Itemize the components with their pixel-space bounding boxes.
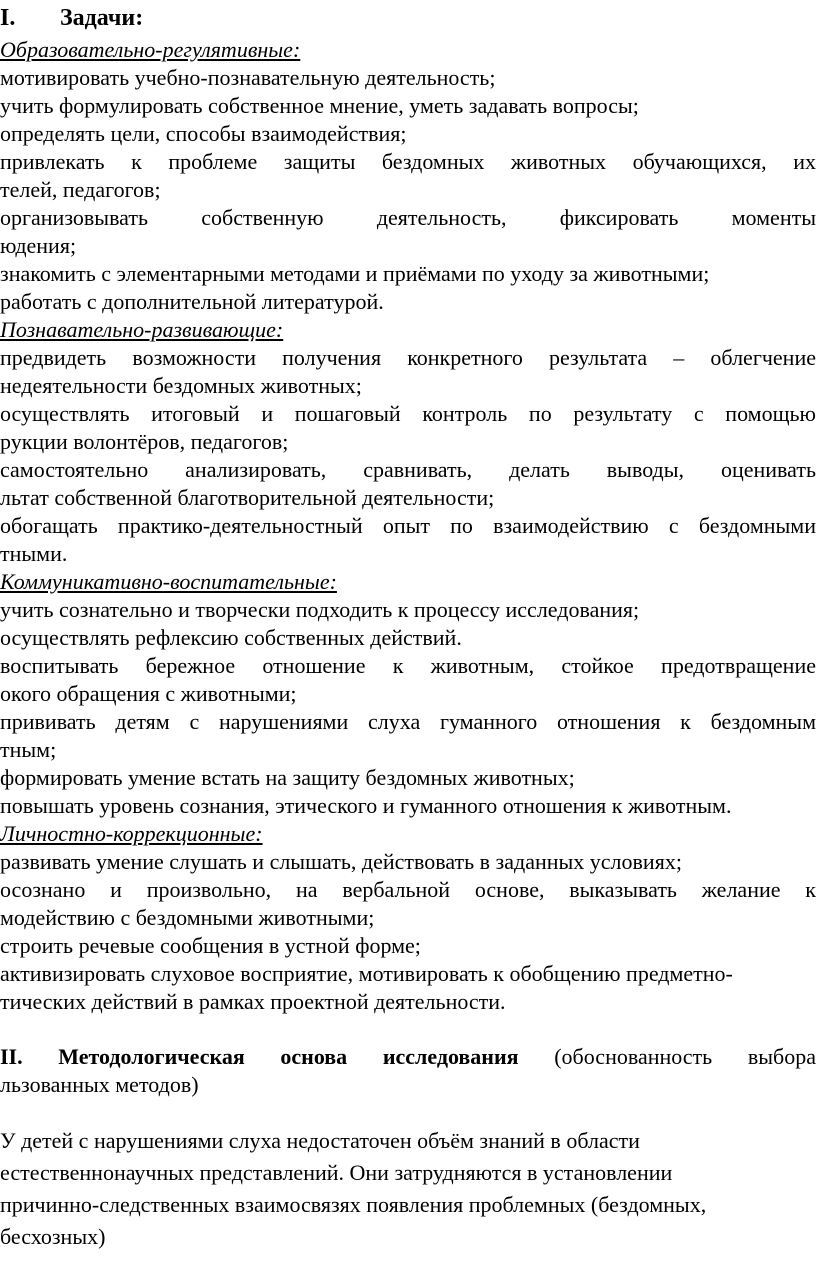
group-heading-personal-correctional: Личностно-коррекционные: [0, 821, 263, 846]
section-2-heading-continuation: льзованных методов) [0, 1072, 199, 1097]
task-line: осуществлять итоговый и пошаговый контроль по результату с помощью [0, 401, 816, 426]
paragraph-line: естественнонаучных представлений. Они затрудняются в установлении [0, 1160, 673, 1185]
task-line: юдения; [0, 233, 77, 258]
task-line: организовывать собственную деятельность, фиксировать моменты [0, 205, 816, 230]
task-line: предвидеть возможности получения конкретного результата – облегчение [0, 345, 816, 370]
section-2-number: II. [0, 1044, 23, 1069]
section-2-title: Методологическая основа исследования [58, 1044, 519, 1069]
group-heading-cognitive-developing: Познавательно-развивающие: [0, 317, 284, 342]
task-line: рукции волонтёров, педагогов; [0, 429, 289, 454]
group-heading-communicative-educational: Коммуникативно-воспитательные: [0, 569, 337, 594]
task-line: привлекать к проблеме защиты бездомных животных обучающихся, их [0, 149, 816, 174]
task-line: повышать уровень сознания, этического и гуманного отношения к животным. [0, 793, 732, 818]
group-heading-educational-regulatory: Образовательно-регулятивные: [0, 37, 301, 62]
section-1-number: I. [0, 5, 16, 31]
section-1-title: Задачи: [60, 5, 144, 31]
task-line: тными. [0, 541, 68, 566]
task-line: недеятельности бездомных животных; [0, 373, 362, 398]
section-2-title-suffix: (обоснованность выбора [554, 1044, 816, 1069]
task-line: строить речевые сообщения в устной форме; [0, 933, 421, 958]
task-line: активизировать слуховое восприятие, мотивировать к обобщению предметно- [0, 961, 733, 986]
task-line: учить сознательно и творчески подходить к процессу исследования; [0, 597, 640, 622]
task-line: окого обращения с животными; [0, 681, 297, 706]
task-line: прививать детям с нарушениями слуха гуманного отношения к бездомным [0, 709, 816, 734]
task-line: телей, педагогов; [0, 177, 161, 202]
task-line: обогащать практико-деятельностный опыт по взаимодействию с бездомными [0, 513, 816, 538]
paragraph-line: причинно-следственных взаимосвязях появления проблемных (бездомных, [0, 1192, 707, 1217]
task-line: тических действий в рамках проектной деятельности. [0, 989, 506, 1014]
task-line: формировать умение встать на защиту бездомных животных; [0, 765, 575, 790]
task-line: осуществлять рефлексию собственных действий. [0, 625, 462, 650]
section-1-heading [0, 4, 816, 32]
task-line: определять цели, способы взаимодействия; [0, 121, 407, 146]
task-line: льтат собственной благотворительной деятельности; [0, 485, 495, 510]
section-2-heading [0, 1043, 816, 1071]
task-line: знакомить с элементарными методами и приёмами по уходу за животными; [0, 261, 710, 286]
paragraph-line: бесхозных) [0, 1224, 106, 1249]
task-line: развивать умение слушать и слышать, действовать в заданных условиях; [0, 849, 682, 874]
task-line: мотивировать учебно-познавательную деятельность; [0, 65, 496, 90]
task-line: работать с дополнительной литературой. [0, 289, 384, 314]
task-line: модействию с бездомными животными; [0, 905, 375, 930]
task-line: осознано и произвольно, на вербальной основе, выказывать желание к [0, 877, 816, 902]
paragraph-line: У детей с нарушениями слуха недостаточен объём знаний в области [0, 1128, 640, 1153]
task-line: воспитывать бережное отношение к животным, стойкое предотвращение [0, 653, 816, 678]
task-line: учить формулировать собственное мнение, уметь задавать вопросы; [0, 93, 639, 118]
task-line: самостоятельно анализировать, сравнивать, делать выводы, оценивать [0, 457, 816, 482]
task-line: тным; [0, 737, 57, 762]
